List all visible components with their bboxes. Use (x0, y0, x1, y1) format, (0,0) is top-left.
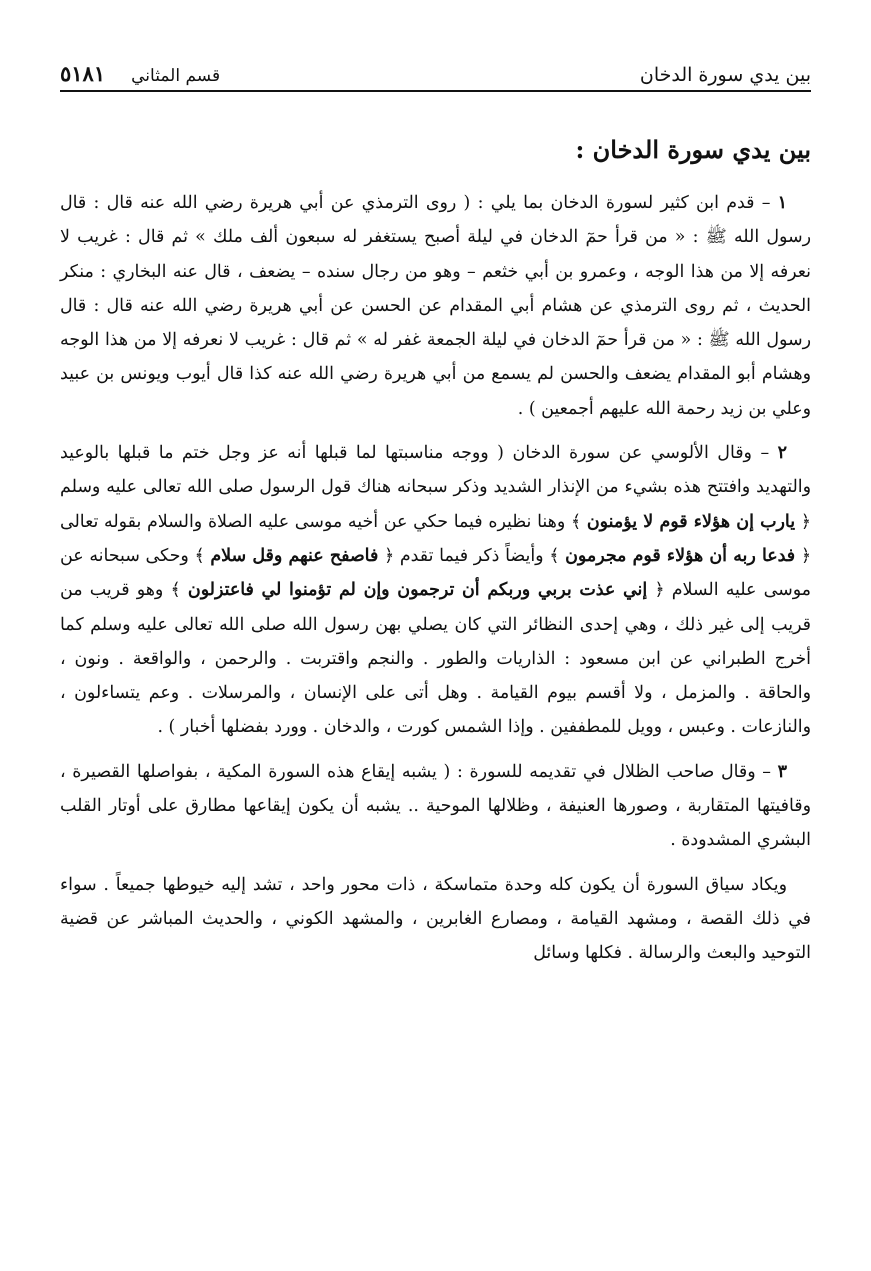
section-heading: بين يدي سورة الدخان : (575, 135, 811, 164)
paragraph-text: – وقال الألوسي عن سورة الدخان ( ووجه مناسبتها لما قبلها أنه عز وجل ختم ما قبلها بالوعيد والتهديد وافتتح هذه بشيء من الإنذار الشديد وذكر سبحانه هناك قول الرسول صلى الله تعالى عليه وسلم ﴿ (60, 443, 811, 532)
paragraph-text: ﴾ وأيضاً ذكر فيما تقدم ﴿ (378, 545, 566, 566)
paragraph-text: ﴾ وهو قريب من قريب إلى غير ذلك ، وهي إحدى النظائر التي كان يصلي بهن رسول الله صلى الله تعالى عليه وسلم كما أخرج الطبراني عن ابن مسعود : الذاريات والطور . والنجم واقتربت . والرحمن ، والواقعة . ونون ، والحاقة . والمزمل ، ولا أقسم بيوم القيامة . وهل أتى على الإنسان ، والمرسلات . وعم يتساءلون ، والنازعات . وعبس ، وويل للمطففين . وإذا الشمس كورت ، والدخان . وورد بفضلها أخبار ) . (60, 580, 811, 738)
paragraph-text: – قدم ابن كثير لسورة الدخان بما يلي : ( روى الترمذي عن أبي هريرة رضي الله عنه قال : قال رسول الله ﷺ : « من قرأ حمٓ الدخان في ليلة أصبح يستغفر له سبعون ألف ملك » ثم قال : غريب لا نعرفه إلا من هذا الوجه ، وعمرو بن أبي خثعم – وهو من رجال سنده – يضعف ، قال عنه البخاري : منكر الحديث ، ثم روى الترمذي عن هشام أبي المقدام عن الحسن عن أبي هريرة رضي الله عنه قال : قال رسول الله ﷺ : « من قرأ حمٓ الدخان في ليلة الجمعة غفر له » ثم قال : غريب لا نعرفه إلا من هذا الوجه وهشام أبو المقدام يضعف والحسن لم يسمع من أبي هريرة رضي الله عنه كذا قال أيوب ويونس بن عبيد وعلي بن زيد رحمة الله عليهم أجمعين ) . (60, 193, 811, 419)
running-header (60, 58, 811, 92)
page-content (60, 135, 811, 981)
paragraph-3 (60, 755, 811, 858)
quran-quote: إني عذت بربي وربكم أن ترجمون وإن لم تؤمنوا لي فاعتزلون (187, 580, 648, 601)
quran-quote: فدعا ربه أن هؤلاء قوم مجرمون (565, 545, 796, 566)
paragraph-text: ويكاد سياق السورة أن يكون كله وحدة متماسكة ، ذات محور واحد ، تشد إليه خيوطها جميعاً . سواء في ذلك القصة ، ومشهد القيامة ، ومصارع الغابرين ، والمشهد الكوني ، والحديث المباشر عن قضية التوحيد والبعث والرسالة . فكلها وسائل (60, 874, 811, 964)
running-title: بين يدي سورة الدخان (639, 64, 811, 86)
running-header-left (60, 61, 220, 86)
quran-quote: فاصفح عنهم وقل سلام (210, 545, 379, 566)
paragraph-number: ١ (777, 193, 787, 213)
paragraph-number: ٣ (777, 761, 787, 782)
paragraph-number: ٢ (777, 443, 787, 464)
paragraph-4 (60, 868, 811, 971)
page-number: ٥١٨١ (60, 61, 106, 86)
paragraph-text: – وقال صاحب الظلال في تقديمه للسورة : ( يشبه إيقاع هذه السورة المكية ، بفواصلها القصيرة ، وقافيتها المتقاربة ، وصورها العنيفة ، وظلالها الموحية .. يشبه أن يكون إيقاعها مطارق على أوتار القلب البشري المشدودة . (60, 761, 811, 851)
paragraph-text: ﴾ وهنا نظيره فيما حكي عن أخيه موسى عليه الصلاة والسلام بقوله تعالى ﴿ (60, 511, 812, 566)
paragraph-2 (60, 436, 811, 745)
quran-quote: يارب إن هؤلاء قوم لا يؤمنون (586, 511, 796, 532)
paragraph-text: ﴾ وحكى سبحانه عن موسى عليه السلام ﴿ (60, 545, 811, 601)
paragraph-1 (60, 186, 811, 426)
section-name: قسم المثاني (131, 66, 221, 86)
